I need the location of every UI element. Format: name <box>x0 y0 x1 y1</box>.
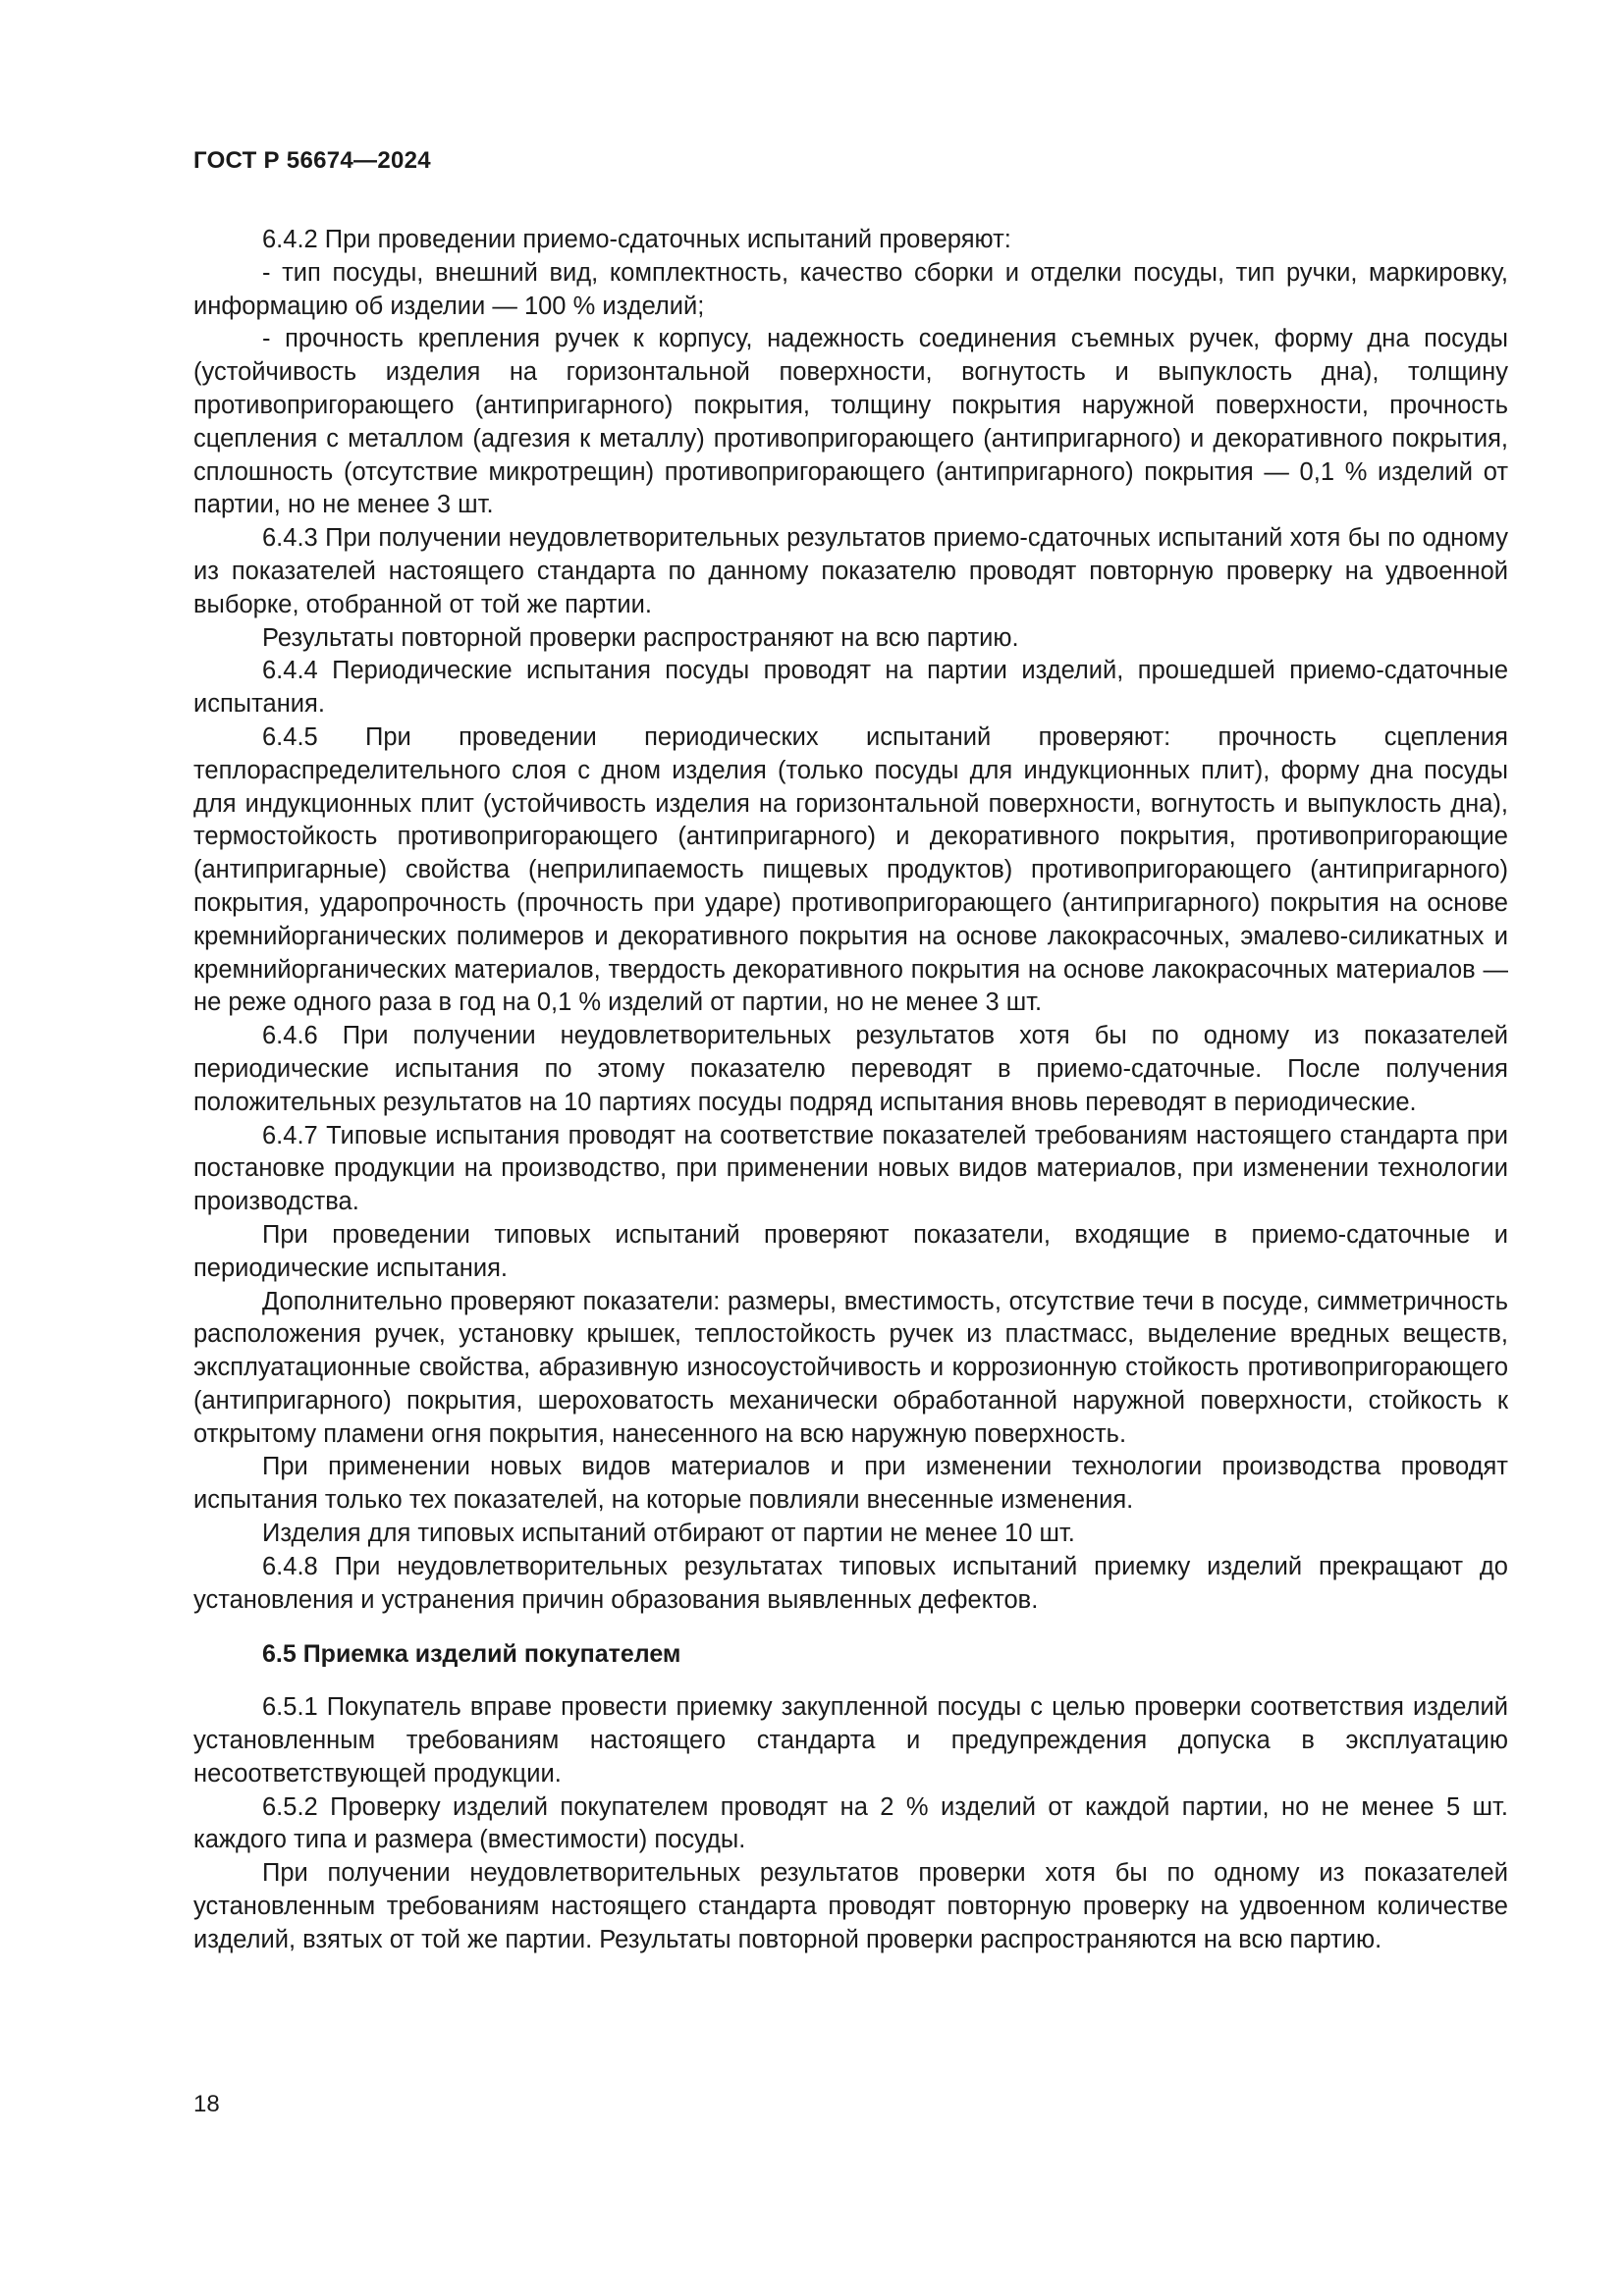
paragraph-6-4-2: 6.4.2 При проведении приемо-сдаточных испытаний проверяют: <box>262 226 1011 253</box>
paragraph-6-4-6: 6.4.6 При получении неудовлетворительных результатов хотя бы по одному из показателей периодические испытания по этому показателю переводят в приемо-сдаточные. После получения положительных результатов на 10 партиях посуды подряд испытания вновь переводят в периодические. <box>193 1022 1508 1116</box>
paragraph-6-4-5: 6.4.5 При проведении периодических испытаний проверяют: прочность сцепления теплораспределительного слоя с дном изделия (только посуды для индукционных плит), форму дна посуды для индукционных плит (устойчивость изделия на горизонтальной поверхности, вогнутость и выпуклость дна), термостойкость противопригорающего (антипригарного) и декоративного покрытия, противопригорающие (антипригарные) свойства (неприлипаемость пищевых продуктов) противопригорающего (антипригарного) покрытия, ударопрочность (прочность при ударе) противопригорающего (антипригарного) покрытия на основе кремнийорганических полимеров и декоративного покрытия на основе лакокрасочных, эмалево-силикатных и кремнийорганических материалов, твердость декоративного покрытия на основе лакокрасочных материалов — не реже одного раза в год на 0,1 % изделий от партии, но не менее 3 шт. <box>193 722 1508 1017</box>
paragraph-6-4-3: 6.4.3 При получении неудовлетворительных результатов приемо-сдаточных испытаний хотя бы по одному из показателей настоящего стандарта по данному показателю проводят повторную проверку на удвоенной выборке, отобранной от той же партии. <box>193 524 1508 618</box>
section-heading-6-5: 6.5 Приемка изделий покупателем <box>262 1640 681 1669</box>
document-body <box>193 224 1508 1957</box>
page-number: 18 <box>193 2091 220 2117</box>
list-item-visual-check: - тип посуды, внешний вид, комплектность, качество сборки и отделки посуды, тип ручки, маркировку, информацию об изделии — 100 % изделий; <box>193 258 1508 320</box>
document-header: ГОСТ Р 56674—2024 <box>193 147 431 174</box>
paragraph-6-5-1: 6.5.1 Покупатель вправе провести приемку закупленной посуды с целью проверки соответствия изделий установленным требованиям настоящего стандарта и предупреждения допуска в эксплуатацию несоответствующей продукции. <box>193 1693 1508 1788</box>
paragraph-6-5-2: 6.5.2 Проверку изделий покупателем проводят на 2 % изделий от каждой партии, но не менее 5 шт. каждого типа и размера (вместимости) посуды. <box>193 1792 1508 1854</box>
paragraph-repeat-results: Результаты повторной проверки распространяют на всю партию. <box>262 623 1019 652</box>
paragraph-6-4-4: 6.4.4 Периодические испытания посуды проводят на партии изделий, прошедшей приемо-сдаточные испытания. <box>193 657 1508 719</box>
paragraph-buyer-repeat-check: При получении неудовлетворительных результатов проверки хотя бы по одному из показателей установленным требованиям настоящего стандарта проводят повторную проверку на удвоенном количестве изделий, взятых от той же партии. Результаты повторной проверки распространяются на всю партию. <box>193 1859 1508 1953</box>
list-item-strength-check: - прочность крепления ручек к корпусу, надежность соединения съемных ручек, форму дна посуды (устойчивость изделия на горизонтальной поверхности, вогнутость и выпуклость дна), толщину противопригорающего (антипригарного) покрытия, толщину покрытия наружной поверхности, прочность сцепления с металлом (адгезия к металлу) противопригорающего (антипригарного) и декоративного покрытия, сплошность (отсутствие микротрещин) противопригорающего (антипригарного) покрытия — 0,1 % изделий от партии, но не менее 3 шт. <box>193 325 1508 519</box>
paragraph-new-materials: При применении новых видов материалов и при изменении технологии производства проводят испытания только тех показателей, на которые повлияли внесенные изменения. <box>193 1453 1508 1515</box>
paragraph-additional-checks: Дополнительно проверяют показатели: размеры, вместимость, отсутствие течи в посуде, симметричность расположения ручек, установку крышек, теплостойкость ручек из пластмасс, выделение вредных веществ, эксплуатационные свойства, абразивную износоустойчивость и коррозионную стойкость противопригорающего (антипригарного) покрытия, шероховатость механически обработанной наружной поверхности, стойкость к открытому пламени огня покрытия, нанесенного на всю наружную поверхность. <box>193 1287 1508 1448</box>
paragraph-6-4-8: 6.4.8 При неудовлетворительных результатах типовых испытаний приемку изделий прекращают до установления и устранения причин образования выявленных дефектов. <box>193 1552 1508 1614</box>
paragraph-sample-size: Изделия для типовых испытаний отбирают от партии не менее 10 шт. <box>262 1520 1075 1548</box>
paragraph-6-4-7: 6.4.7 Типовые испытания проводят на соответствие показателей требованиям настоящего стандарта при постановке продукции на производство, при применении новых видов материалов, при изменении технологии производства. <box>193 1121 1508 1216</box>
paragraph-type-tests: При проведении типовых испытаний проверяют показатели, входящие в приемо-сдаточные и периодические испытания. <box>193 1220 1508 1282</box>
